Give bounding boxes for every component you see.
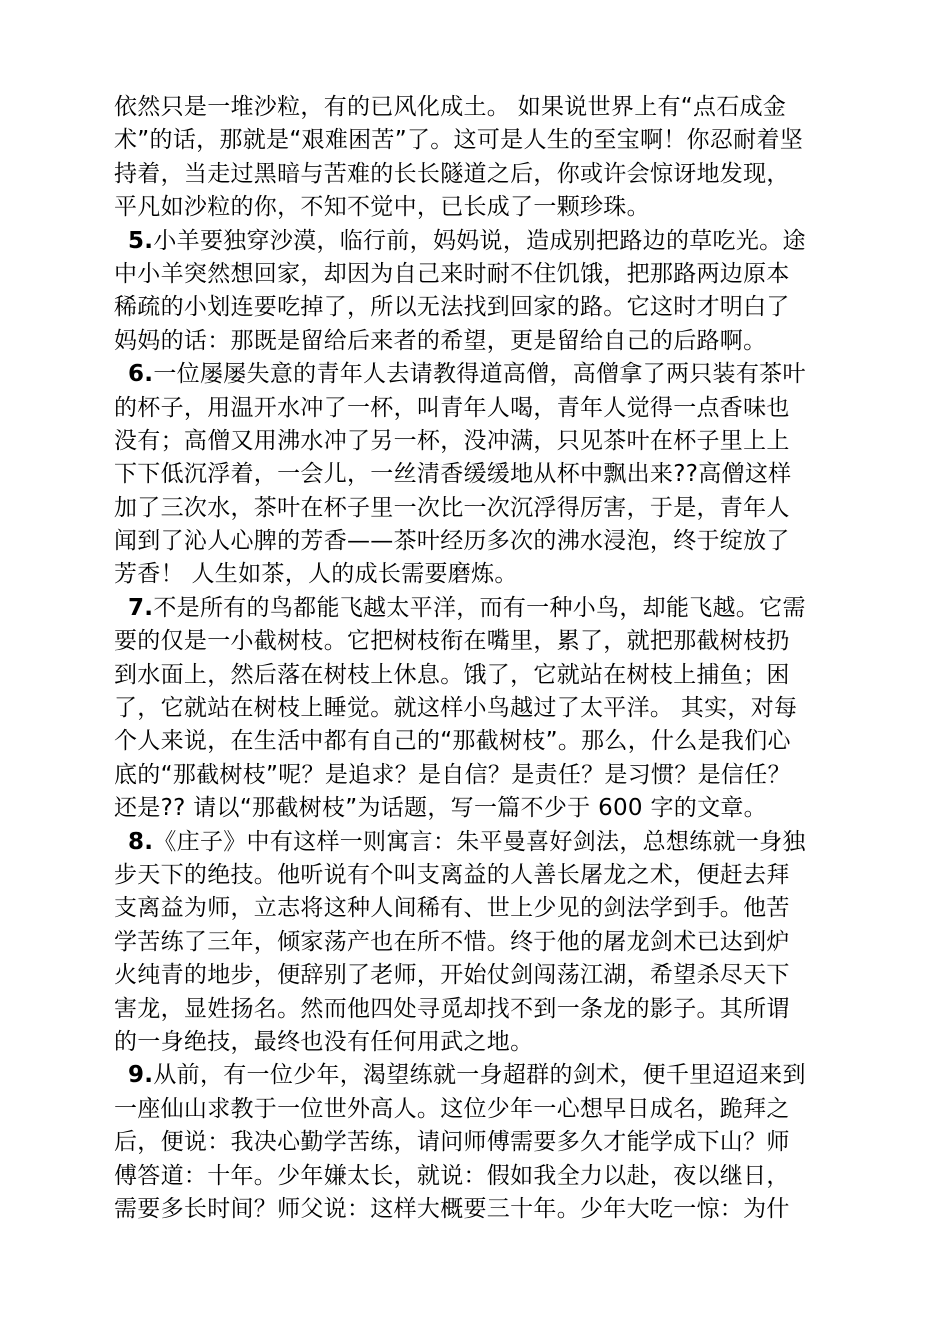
text-line — [114, 1126, 834, 1159]
line-text: 底的“那截树枝”呢？是追求？是自信？是责任？是习惯？是信任？ — [114, 761, 791, 788]
text-line — [114, 926, 834, 959]
line-text: 芳香！ 人生如茶，人的成长需要磨炼。 — [114, 561, 518, 588]
text-line — [114, 458, 834, 491]
item-number: 6. — [128, 361, 154, 388]
text-line — [114, 892, 834, 925]
text-line — [114, 492, 834, 525]
text-line — [114, 692, 834, 725]
line-text: 的杯子，用温开水冲了一杯，叫青年人喝，青年人觉得一点香味也 — [114, 394, 790, 421]
text-line — [114, 959, 834, 992]
text-line — [114, 792, 834, 825]
line-text: 闻到了沁人心脾的芳香——茶叶经历多次的沸水浸泡，终于绽放了 — [114, 528, 790, 555]
line-text: 后，便说：我决心勤学苦练，请问师傅需要多久才能学成下山？师 — [114, 1129, 790, 1156]
text-line — [114, 525, 834, 558]
line-text: 一座仙山求教于一位世外高人。这位少年一心想早日成名，跪拜之 — [114, 1095, 790, 1122]
item-number: 7. — [128, 594, 154, 621]
text-line — [114, 225, 834, 258]
line-text: 到水面上，然后落在树枝上休息。饿了，它就站在树枝上捕鱼；困 — [114, 661, 790, 688]
text-line — [114, 826, 834, 859]
line-text: 妈妈的话：那既是留给后来者的希望，更是留给自己的后路啊。 — [114, 327, 767, 354]
line-text: 中小羊突然想回家，却因为自己来时耐不住饥饿，把那路两边原本 — [114, 260, 790, 287]
text-line — [114, 859, 834, 892]
line-text: 《庄子》中有这样一则寓言：朱平曼喜好剑法，总想练就一身独 — [153, 828, 806, 855]
text-line — [114, 725, 834, 758]
line-text: 的一身绝技，最终也没有任何用武之地。 — [114, 1028, 534, 1055]
text-line — [114, 1193, 834, 1226]
text-line — [114, 1093, 834, 1126]
text-line — [114, 425, 834, 458]
line-text: 火纯青的地步，便辞别了老师，开始仗剑闯荡江湖，希望杀尽天下 — [114, 962, 790, 989]
line-text: 步天下的绝技。他听说有个叫支离益的人善长屠龙之术，便赶去拜 — [114, 861, 790, 888]
text-line — [114, 358, 834, 391]
text-line — [114, 1160, 834, 1193]
text-line — [114, 91, 834, 124]
text-line — [114, 124, 834, 157]
line-text: 小羊要独穿沙漠，临行前，妈妈说，造成别把路边的草吃光。途 — [153, 227, 806, 254]
line-text: 还是?? 请以“那截树枝”为话题，写一篇不少于 600 字的文章。 — [114, 795, 767, 822]
line-text: 依然只是一堆沙粒，有的已风化成土。 如果说世界上有“点石成金 — [114, 94, 787, 120]
text-line — [114, 158, 834, 191]
text-line — [114, 625, 834, 658]
line-text: 傅答道：十年。少年嫌太长，就说：假如我全力以赴，夜以继日， — [114, 1162, 790, 1189]
line-text: 持着，当走过黑暗与苦难的长长隧道之后，你或许会惊讶地发现， — [114, 160, 790, 187]
item-number: 8. — [128, 828, 154, 855]
text-line — [114, 759, 834, 792]
line-text: 害龙，显姓扬名。然而他四处寻觅却找不到一条龙的影子。其所谓 — [114, 995, 790, 1022]
line-text: 学苦练了三年，倾家荡产也在所不惜。终于他的屠龙剑术已达到炉 — [114, 928, 790, 955]
line-text: 稀疏的小划连要吃掉了，所以无法找到回家的路。它这时才明白了 — [114, 294, 790, 321]
text-line — [114, 1026, 834, 1059]
text-line — [114, 258, 834, 291]
line-text: 平凡如沙粒的你，不知不觉中，已长成了一颗珍珠。 — [114, 194, 650, 221]
line-text: 不是所有的鸟都能飞越太平洋，而有一种小鸟，却能飞越。它需 — [153, 594, 806, 621]
text-line — [114, 558, 834, 591]
text-line — [114, 993, 834, 1026]
text-line — [114, 1059, 834, 1092]
line-text: 要的仅是一小截树枝。它把树枝衔在嘴里，累了，就把那截树枝扔 — [114, 628, 790, 655]
text-line — [114, 291, 834, 324]
line-text: 一位屡屡失意的青年人去请教得道高僧，高僧拿了两只装有茶叶 — [153, 361, 806, 388]
item-number: 5. — [128, 227, 154, 254]
line-text: 加了三次水，茶叶在杯子里一次比一次沉浮得厉害，于是，青年人 — [114, 494, 790, 521]
line-text: 下下低沉浮着，一会儿，一丝清香缓缓地从杯中飘出来??高僧这样 — [114, 461, 792, 488]
line-text: 需要多长时间？师父说：这样大概要三十年。少年大吃一惊：为什 — [114, 1195, 790, 1222]
text-line — [114, 325, 834, 358]
item-number: 9. — [128, 1062, 154, 1089]
line-text: 个人来说，在生活中都有自己的“那截树枝”。那么，什么是我们心 — [114, 728, 791, 755]
text-line — [114, 191, 834, 224]
document-body-text — [114, 91, 834, 1226]
line-text: 术”的话，那就是“艰难困苦”了。这可是人生的至宝啊！你忍耐着坚 — [114, 127, 804, 154]
line-text: 支离益为师，立志将这种人间稀有、世上少见的剑法学到手。他苦 — [114, 895, 790, 922]
text-line — [114, 592, 834, 625]
line-text: 没有；高僧又用沸水冲了另一杯，没冲满，只见茶叶在杯子里上上 — [114, 427, 790, 454]
text-line — [114, 392, 834, 425]
line-text: 从前，有一位少年，渴望练就一身超群的剑术，便千里迢迢来到 — [153, 1062, 806, 1089]
text-line — [114, 659, 834, 692]
line-text: 了，它就站在树枝上睡觉。就这样小鸟越过了太平洋。 其实，对每 — [114, 695, 798, 722]
